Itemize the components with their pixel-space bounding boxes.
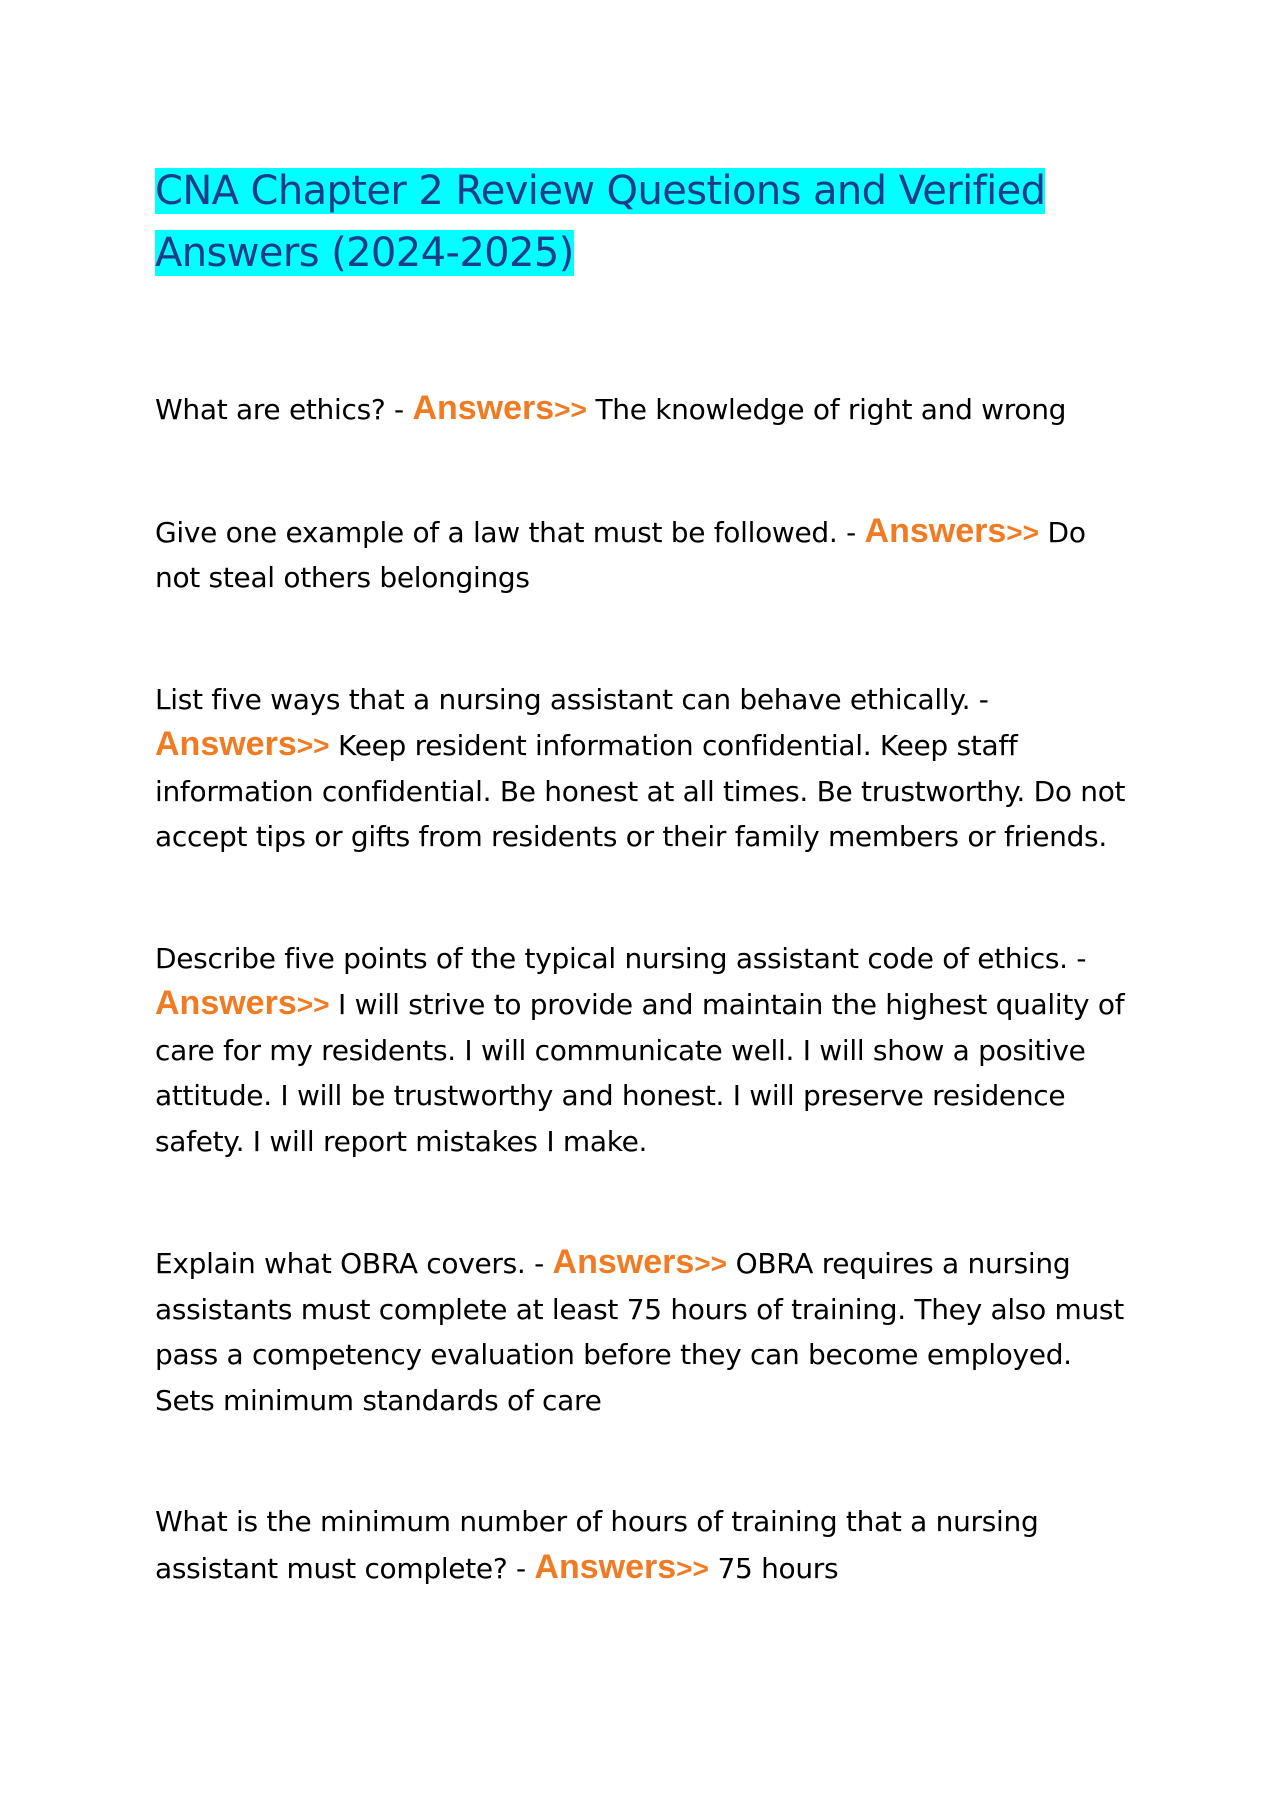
question-text: Give one example of a law that must be followed. - [155,515,865,549]
qa-item [155,1499,1135,1591]
qa-item [155,509,1135,601]
question-text: Describe five points of the typical nursing assistant code of ethics. - [155,941,1087,975]
answer-text: The knowledge of right and wrong [586,393,1067,426]
answer-marker [552,1243,727,1281]
document-title [155,160,1135,284]
answer-marker-arrow: >> [296,989,330,1020]
qa-item [155,1240,1135,1423]
qa-list [155,386,1135,1591]
answer-marker-arrow: >> [694,1248,727,1279]
answer-text: 75 hours [708,1551,839,1585]
answer-text: Keep resident information confidential. Keep staff information confidential. Be honest at all times. Be trustworthy. Do not accept tips or gifts from residents or their family members or friends. [155,729,1126,853]
answer-marker [864,511,1039,550]
answer-marker-arrow: >> [554,394,587,425]
answer-marker-word: Answers [155,984,297,1022]
title-highlight: CNA Chapter 2 Review Questions and Verified Answers (2024-2025) [155,168,1046,276]
qa-item [155,677,1135,860]
answer-marker-arrow: >> [296,730,330,761]
answer-marker [155,984,330,1022]
answer-marker-word: Answers [412,389,555,427]
answer-text: OBRA requires a nursing assistants must complete at least 75 hours of training. They also must pass a competency evaluation before they can become employed. Sets minimum standards of care [155,1247,1124,1417]
answer-marker [412,389,587,427]
answer-marker-word: Answers [864,511,1007,550]
question-text: List five ways that a nursing assistant can behave ethically. - [155,682,989,716]
document-page [155,160,1135,1667]
answer-marker-word: Answers [534,1547,677,1586]
answer-text: Do not steal others belongings [155,515,1086,594]
answer-marker-word: Answers [155,725,297,763]
question-text: Explain what OBRA covers. - [155,1247,553,1280]
answer-marker-word: Answers [552,1243,695,1281]
answer-marker [534,1547,709,1586]
answer-marker-arrow: >> [1006,516,1039,548]
qa-item [155,386,1135,433]
question-text: What are ethics? - [155,393,413,426]
qa-item [155,936,1135,1165]
answer-marker-arrow: >> [676,1552,709,1584]
answer-text: I will strive to provide and maintain the highest quality of care for my residents. I will communicate well. I will show a positive attitude. I will be trustworthy and honest. I will preserve residence safety. I will report mistakes I make. [155,988,1125,1158]
question-text: What is the minimum number of hours of training that a nursing assistant must complete? - [155,1505,1039,1585]
answer-marker [155,725,330,763]
